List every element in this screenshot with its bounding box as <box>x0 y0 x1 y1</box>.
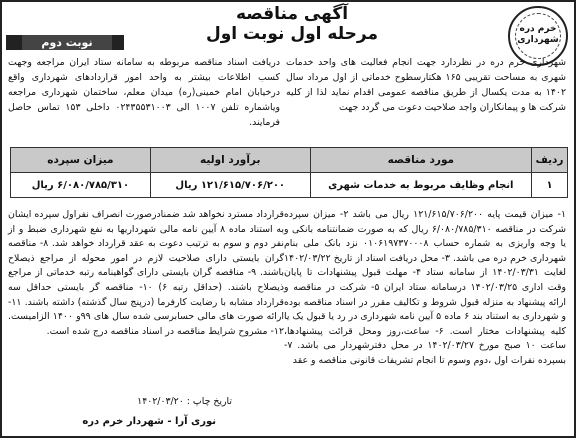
logo-text: خرم دره شهرداری <box>517 24 559 45</box>
print-date: تاریخ چاپ : ۱۴۰۲/۰۳/۲۰ <box>137 396 232 407</box>
header-row-number: ردیف <box>532 148 568 173</box>
header-estimate: برآورد اولیه <box>150 148 310 173</box>
round-badge: نوبت دوم <box>22 35 112 50</box>
tender-table <box>10 147 568 198</box>
header-subject: مورد مناقصه <box>310 148 531 173</box>
notice-title: آگهی مناقصه <box>235 4 349 24</box>
cell-estimate: ۱۲۱/۶۱۵/۷۰۶/۲۰۰ ریال <box>150 173 310 198</box>
cell-subject: انجام وظایف مربوط به خدمات شهری <box>310 173 531 198</box>
conditions-left-column: قرارداد مسترد نخواهد شد ضمنادرصورت انصراف نفراول سپرده ایشان به استناد ماده ۸ آیین نامه مالی شهرداریها به نفع شهرداری ضبط و از نفر دوم و سوم به ترتیب دعوت به عقد قرارداد خواهد شد. ۸- مناقصه گران بایستی دارای صلاحیت لازم در امور محوله از مراجع ذیصلاح باشند. ۹- مناقصه گران بایستی دارای گواهینامه رتبه خدماتی از مراجع ذیصلاح باشند. (حداقل رتبه ۶) ۱۰- مناقصه گر بایستی حداقل سه قرارداد مشابه با رضایت کارفرما (درپنج سال گذشته) داشته باشند. ۱۱- ارائه صورت های مالی حسابرسی شده سال های ۹۹و ۱۴۰۰ الزامیست. ۱۲- مشروح شرایط مناقصه در اسناد مناقصه درج شده است. <box>8 209 284 337</box>
intro-paragraph-right: شهرداری خرم دره در نظردارد جهت انجام فعالیت های واحد خدمات شهری به مساحت تقریبی ۱۶۵ هکتارسطوح خدماتی از اول مرداد سال ۱۴۰۲ به مدت یکسال از طریق مناقصه عمومی اقدام نماید لذا از کلیه شرکت ها و پیمانکاران واجد صلاحیت دعوت می گردد جهت <box>286 57 566 113</box>
signature-line: نوری آرا - شهردار خرم دره <box>82 416 216 427</box>
notice-subtitle: مرحله اول نوبت اول <box>205 24 379 44</box>
conditions-right-column: ۱- میزان قیمت پایه ۱۲۱/۶۱۵/۷۰۶/۲۰۰ ریال می باشد ۲- میزان سپرده شرکت در مناقصه ۶/۰۸۰/۷۸۵/۳۱۰ ریال که به صورت ضمانتنامه بانکی و یا وجه واریزی به شماره حساب ۰۱۰۶۱۹۷۳۷۰۰۰۸ نزد بانک ملی بنام شهرداری خرم دره می باشد. ۳- محل دریافت اسناد از تاریخ ۱۴۰۲/۰۳/۲۲ لغایت ۱۴۰۲/۰۳/۳۱ از سامانه ستاد ۴- مهلت قبول پیشنهادات تا پایان وقت اداری ۱۴۰۲/۰۳/۲۵ درسامانه ستاد ایران ۵- شرکت در مناقصه و ارائه پیشنهاد به منزله قبول شروط و تکالیف مقرر در اسناد مناقصه بوده و شهرداری به استناد بند ۶ ماده ۵ آیین نامه شهرداری در رد یا قبول یک یا کلیه پیشنهادات مختار است. ۶- ساعت،روز ومحل قرائت پیشنهادها، ساعت ۱۰ صبح مورخ ۱۴۰۲/۰۳/۲۷ در محل دفترشهردار می باشد. ۷- بسپرده نفرات اول ،دوم وسوم تا انجام تشریفات قانونی مناقصه و عقد <box>284 209 567 366</box>
cell-row-number: ۱ <box>532 173 568 198</box>
table-row <box>11 173 568 198</box>
table-header-row <box>11 148 568 173</box>
header-deposit: میزان سپرده <box>11 148 151 173</box>
intro-paragraph-left: دریافت اسناد مناقصه مربوطه به سامانه ستاد ایران مراجعه وجهت کسب اطلاعات بیشتر به واحد امور قراردادهای شهرداری واقع درخیابان امام خمینی(ره) میدان معلم، ساختمان شهرداری مراجعه ویاشماره تلفن ۱۰۰۷ الی ۰۲۴۳۵۵۳۱۰۰۳ داخلی ۱۵۳ تماس حاصل فرمایند. <box>8 57 280 128</box>
cell-deposit: ۶/۰۸۰/۷۸۵/۳۱۰ ریال <box>11 173 151 198</box>
